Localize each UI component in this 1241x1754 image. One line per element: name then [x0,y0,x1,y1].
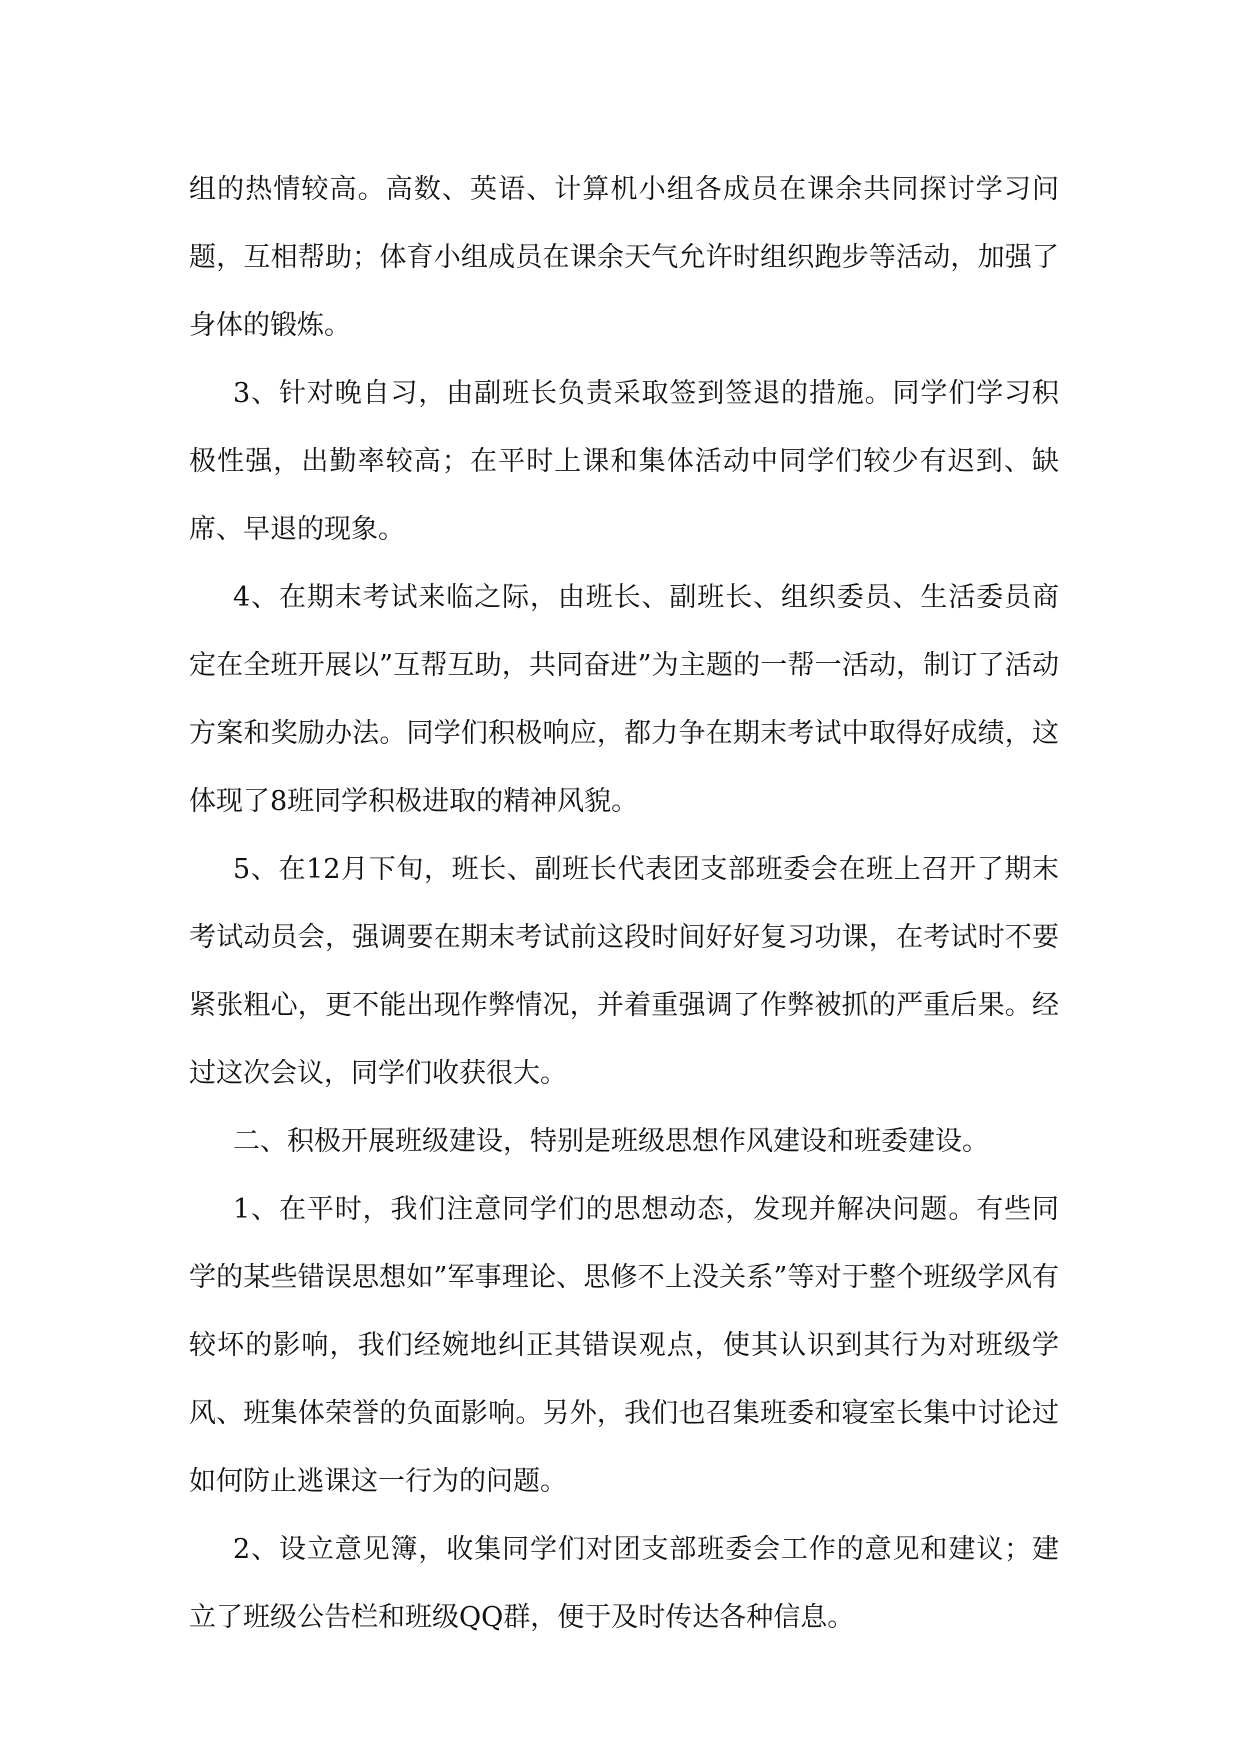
section-heading-2: 二、积极开展班级建设，特别是班级思想作风建设和班委建设。 [233,1126,989,1157]
paragraph-item-5: 5、在12月下旬，班长、副班长代表团支部班委会在班上召开了期末考试动员会，强调要在期末考试前这段时间好好复习功课，在考试时不要紧张粗心，更不能出现作弊情况，并着重强调了作弊被抓的严重后果。经过这次会议，同学们收获很大。 [189,854,1059,1089]
paragraph-continued: 组的热情较高。高数、英语、计算机小组各成员在课余共同探讨学习问题，互相帮助；体育小组成员在课余天气允许时组织跑步等活动，加强了身体的锻炼。 [189,174,1059,341]
paragraph-item-2: 2、设立意见簿，收集同学们对团支部班委会工作的意见和建议；建立了班级公告栏和班级QQ群，便于及时传达各种信息。 [189,1534,1059,1633]
paragraph-item-4: 4、在期末考试来临之际，由班长、副班长、组织委员、生活委员商定在全班开展以”互帮互助，共同奋进”为主题的一帮一活动，制订了活动方案和奖励办法。同学们积极响应，都力争在期末考试中取得好成绩，这体现了8班同学积极进取的精神风貌。 [189,582,1059,817]
paragraph-item-1: 1、在平时，我们注意同学们的思想动态，发现并解决问题。有些同学的某些错误思想如”军事理论、思修不上没关系”等对于整个班级学风有较坏的影响，我们经婉地纠正其错误观点，使其认识到其行为对班级学风、班集体荣誉的负面影响。另外，我们也召集班委和寝室长集中讨论过如何防止逃课这一行为的问题。 [189,1194,1059,1497]
document-body [189,156,1059,1652]
paragraph-item-3: 3、针对晚自习，由副班长负责采取签到签退的措施。同学们学习积极性强，出勤率较高；在平时上课和集体活动中同学们较少有迟到、缺席、早退的现象。 [189,378,1059,545]
